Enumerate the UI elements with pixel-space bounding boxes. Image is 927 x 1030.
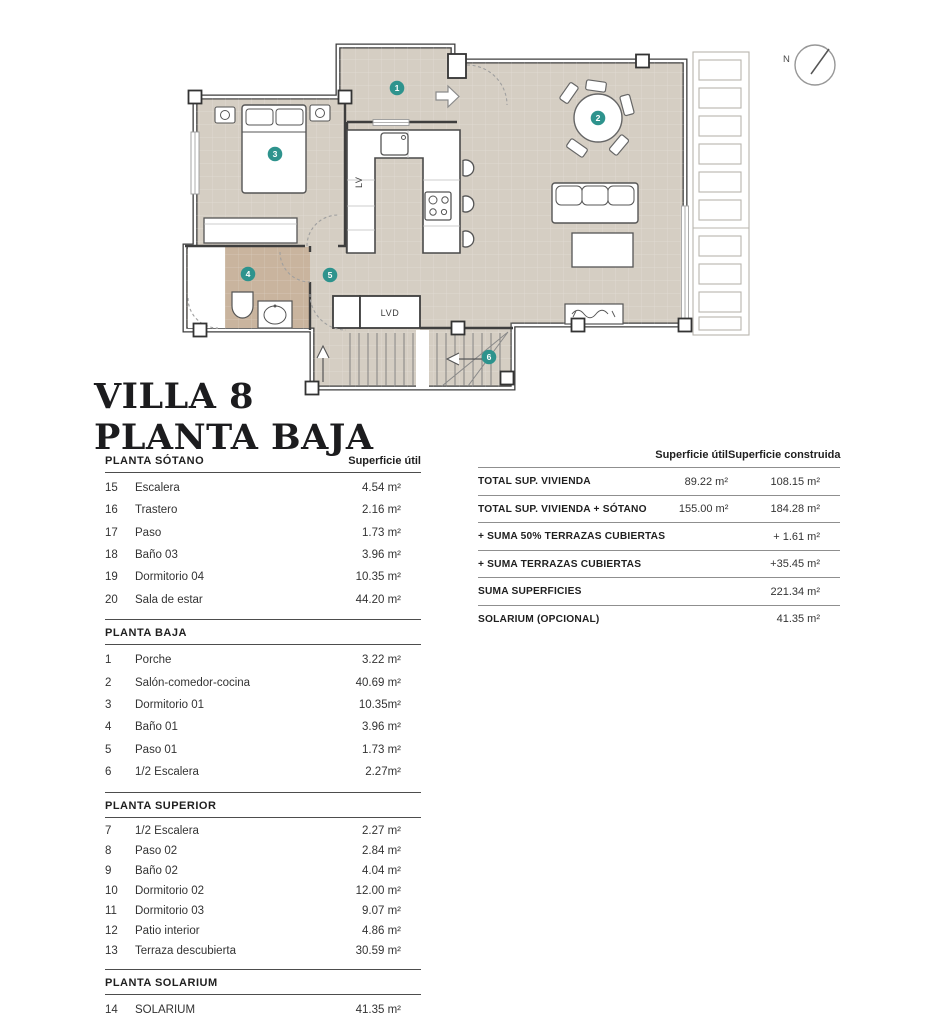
section-title: PLANTA BAJA bbox=[105, 627, 187, 640]
room-number: 18 bbox=[105, 549, 118, 562]
summary-built-value: + 1.61 m² bbox=[773, 530, 820, 543]
laundry-label: LVD bbox=[380, 308, 400, 318]
room-area: 3.96 m² bbox=[362, 549, 401, 562]
room-name: Baño 03 bbox=[135, 549, 178, 562]
summary-row bbox=[478, 496, 840, 524]
stair-divider bbox=[416, 330, 429, 388]
svg-text:4: 4 bbox=[245, 269, 251, 279]
summary-label: TOTAL SUP. VIVIENDA + SÓTANO bbox=[478, 503, 647, 515]
table-row bbox=[105, 761, 421, 783]
area-column-header: Superficie útil bbox=[348, 455, 421, 467]
summary-util-value: 155.00 m² bbox=[678, 503, 729, 515]
table-row bbox=[105, 672, 421, 694]
table-row bbox=[105, 499, 421, 521]
room-area: 30.59 m² bbox=[355, 945, 401, 957]
title-line-2: PLANTA BAJA bbox=[94, 417, 374, 459]
room-number: 19 bbox=[105, 571, 118, 584]
closet bbox=[204, 218, 297, 243]
glass-wall bbox=[682, 206, 689, 324]
room-number: 1 bbox=[105, 654, 112, 667]
room-area: 1.73 m² bbox=[362, 743, 401, 756]
room-number: 10 bbox=[105, 885, 118, 898]
room-number: 9 bbox=[105, 865, 112, 878]
summary-built-value: 184.28 m² bbox=[770, 503, 820, 515]
room-number: 3 bbox=[105, 698, 112, 711]
room-name: Porche bbox=[135, 654, 172, 667]
util-column-header: Superficie útil bbox=[655, 449, 728, 461]
coffee-table bbox=[572, 233, 633, 267]
laundry-closet bbox=[333, 296, 420, 328]
table-row bbox=[105, 901, 421, 921]
room-area: 12.00 m² bbox=[355, 885, 401, 898]
kitchen-sink bbox=[381, 133, 408, 155]
room-name: Terraza descubierta bbox=[135, 945, 236, 957]
room-area: 2.16 m² bbox=[362, 504, 401, 517]
summary-label: TOTAL SUP. VIVIENDA bbox=[478, 476, 591, 487]
table-row bbox=[105, 567, 421, 589]
room-number: 6 bbox=[105, 766, 112, 779]
room-number: 2 bbox=[105, 676, 112, 689]
table-row bbox=[105, 477, 421, 499]
table-row bbox=[105, 739, 421, 761]
room-name: Baño 01 bbox=[135, 721, 178, 734]
section-title: PLANTA SOLARIUM bbox=[105, 977, 218, 990]
room-area: 2.27m² bbox=[365, 766, 401, 779]
room-marker-2 bbox=[591, 111, 606, 126]
summary-built-value: 41.35 m² bbox=[776, 613, 820, 625]
terrace-steps bbox=[693, 52, 749, 335]
room-name: Dormitorio 02 bbox=[135, 885, 205, 898]
svg-text:1: 1 bbox=[394, 83, 400, 93]
svg-text:3: 3 bbox=[272, 149, 278, 159]
summary-built-value: 108.15 m² bbox=[770, 475, 820, 488]
summary-built-value: +35.45 m² bbox=[770, 558, 820, 570]
room-area: 3.22 m² bbox=[362, 654, 401, 667]
summary-row bbox=[478, 523, 840, 551]
summary-util-value: 89.22 m² bbox=[684, 475, 728, 488]
table-row bbox=[105, 921, 421, 941]
room-number: 17 bbox=[105, 526, 118, 539]
table-row bbox=[105, 522, 421, 544]
summary-table bbox=[478, 449, 840, 632]
floor-plan bbox=[160, 20, 860, 400]
room-name: Paso bbox=[135, 526, 162, 539]
north-label: N bbox=[783, 54, 790, 65]
sofa bbox=[552, 183, 638, 223]
room-number: 8 bbox=[105, 845, 112, 858]
summary-label: + SUMA TERRAZAS CUBIERTAS bbox=[478, 558, 642, 570]
room-name: 1/2 Escalera bbox=[135, 825, 199, 838]
room-marker-5 bbox=[323, 268, 338, 283]
room-area: 4.86 m² bbox=[362, 925, 401, 938]
room-name: 1/2 Escalera bbox=[135, 766, 199, 779]
room-number: 16 bbox=[105, 504, 118, 517]
room-marker-4 bbox=[241, 267, 256, 282]
room-number: 12 bbox=[105, 925, 118, 938]
room-area: 4.54 m² bbox=[362, 481, 401, 494]
areas-table bbox=[105, 452, 421, 1022]
table-row bbox=[105, 881, 421, 901]
title-line-1: VILLA 8 bbox=[94, 376, 254, 417]
cooktop bbox=[425, 192, 451, 220]
svg-text:6: 6 bbox=[486, 352, 492, 362]
room-name: Paso 02 bbox=[135, 845, 178, 858]
room-number: 11 bbox=[105, 905, 117, 918]
table-row bbox=[105, 589, 421, 611]
room-name: Salón-comedor-cocina bbox=[135, 676, 251, 689]
page-title bbox=[94, 376, 374, 459]
room-number: 20 bbox=[105, 593, 118, 606]
summary-label: + SUMA 50% TERRAZAS CUBIERTAS bbox=[478, 531, 666, 542]
room-area: 44.20 m² bbox=[355, 593, 401, 606]
room-number: 14 bbox=[105, 1004, 118, 1017]
summary-row bbox=[478, 551, 840, 579]
section-planta-solarium bbox=[105, 969, 421, 1021]
table-row bbox=[105, 716, 421, 738]
section-planta-superior bbox=[105, 792, 421, 962]
room-name: Dormitorio 03 bbox=[135, 905, 205, 918]
room-name: Trastero bbox=[135, 504, 178, 517]
table-row bbox=[105, 841, 421, 861]
bar-stools bbox=[463, 160, 474, 247]
summary-rows bbox=[478, 468, 840, 632]
built-column-header: Superficie construida bbox=[728, 449, 841, 461]
table-row bbox=[105, 861, 421, 881]
summary-label: SUMA SUPERFICIES bbox=[478, 586, 582, 597]
bathroom-sink bbox=[258, 301, 292, 328]
room-name: Sala de estar bbox=[135, 593, 203, 606]
room-marker-1 bbox=[390, 81, 405, 96]
section-title: PLANTA SÓTANO bbox=[105, 455, 205, 467]
svg-text:2: 2 bbox=[595, 113, 601, 123]
summary-built-value: 221.34 m² bbox=[770, 585, 820, 598]
table-row bbox=[105, 694, 421, 716]
section-planta-baja bbox=[105, 619, 421, 783]
north-compass-icon bbox=[783, 45, 835, 85]
summary-header bbox=[478, 449, 840, 468]
section-planta-sotano bbox=[105, 452, 421, 611]
room-area: 40.69 m² bbox=[355, 676, 401, 689]
room-number: 4 bbox=[105, 721, 112, 734]
room-name: Baño 02 bbox=[135, 865, 178, 878]
room-name: Paso 01 bbox=[135, 743, 178, 756]
summary-label: SOLARIUM (OPCIONAL) bbox=[478, 613, 600, 625]
dishwasher-label: LV bbox=[354, 176, 364, 188]
table-row bbox=[105, 999, 421, 1021]
room-name: Dormitorio 04 bbox=[135, 571, 205, 584]
room-marker-3 bbox=[268, 147, 283, 162]
room-number: 7 bbox=[105, 825, 112, 838]
room-area: 10.35m² bbox=[358, 698, 401, 711]
room-area: 9.07 m² bbox=[362, 905, 401, 918]
room-marker-6 bbox=[482, 350, 497, 365]
table-row bbox=[105, 649, 421, 671]
room-name: SOLARIUM bbox=[135, 1004, 196, 1017]
toilet bbox=[232, 292, 253, 318]
room-area: 3.96 m² bbox=[362, 721, 401, 734]
section-title: PLANTA SUPERIOR bbox=[105, 799, 217, 812]
table-row bbox=[105, 544, 421, 566]
room-area: 41.35 m² bbox=[355, 1004, 401, 1017]
table-row bbox=[105, 941, 421, 961]
summary-row bbox=[478, 606, 840, 633]
room-area: 2.84 m² bbox=[362, 845, 401, 858]
room-number: 5 bbox=[105, 743, 112, 756]
svg-text:5: 5 bbox=[327, 270, 333, 280]
room-number: 13 bbox=[105, 945, 118, 957]
table-row bbox=[105, 822, 421, 842]
summary-row bbox=[478, 468, 840, 496]
room-area: 1.73 m² bbox=[362, 526, 401, 539]
room-name: Escalera bbox=[135, 481, 180, 494]
room-name: Dormitorio 01 bbox=[135, 698, 205, 711]
room-area: 4.04 m² bbox=[362, 865, 401, 878]
summary-row bbox=[478, 578, 840, 606]
room-area: 2.27 m² bbox=[362, 825, 401, 838]
room-area: 10.35 m² bbox=[355, 571, 401, 584]
room-name: Patio interior bbox=[135, 925, 200, 938]
room-number: 15 bbox=[105, 481, 118, 494]
